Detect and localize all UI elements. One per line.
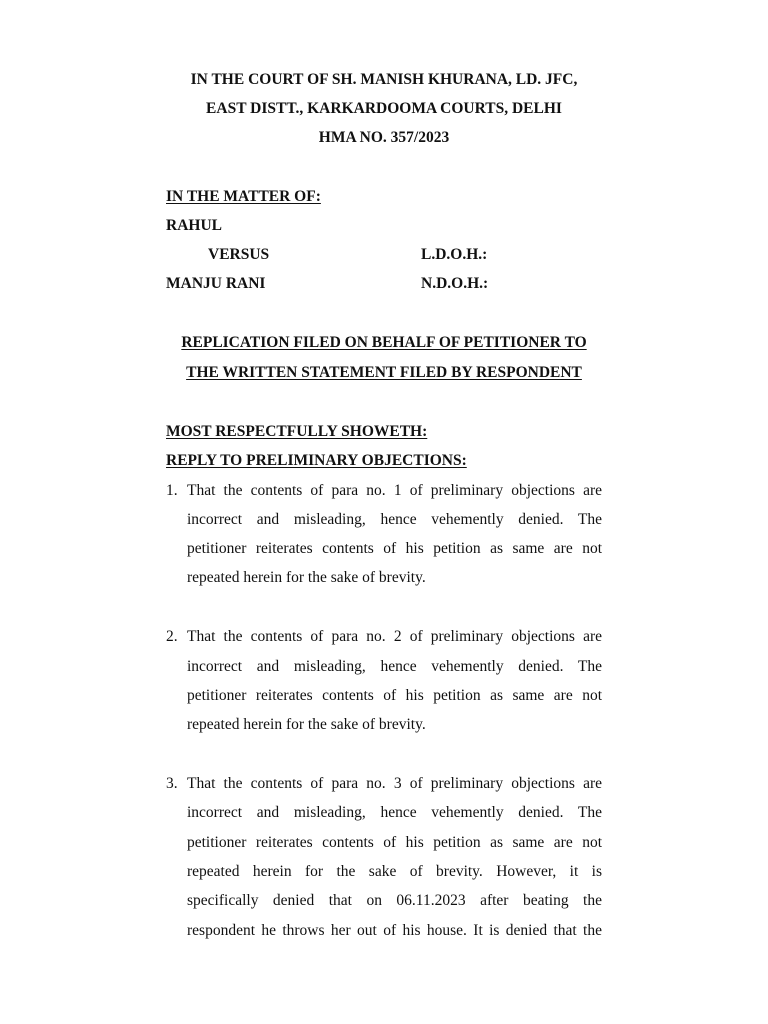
- court-header-line1: IN THE COURT OF SH. MANISH KHURANA, LD. JFC,: [190, 71, 578, 88]
- document-title-line1: REPLICATION FILED ON BEHALF OF PETITIONER TO: [181, 334, 587, 351]
- para-1-number: 1.: [166, 482, 178, 499]
- document-title-line2: THE WRITTEN STATEMENT FILED BY RESPONDENT: [186, 364, 582, 381]
- para-2-line: repeated herein for the sake of brevity.: [187, 716, 426, 733]
- para-1-line: repeated herein for the sake of brevity.: [187, 569, 426, 586]
- para-1-line: That the contents of para no. 1 of preliminary objections are: [187, 482, 602, 499]
- para-3-number: 3.: [166, 775, 178, 792]
- petitioner-name: RAHUL: [166, 217, 222, 234]
- matter-heading: IN THE MATTER OF:: [166, 188, 321, 205]
- para-1-line: petitioner reiterates contents of his petition as same are not: [187, 540, 602, 557]
- case-number: HMA NO. 357/2023: [318, 129, 450, 146]
- para-3-line: petitioner reiterates contents of his petition as same are not: [187, 834, 602, 851]
- reply-heading: REPLY TO PRELIMINARY OBJECTIONS:: [166, 452, 467, 469]
- para-3-line: specifically denied that on 06.11.2023 after beating the: [187, 892, 602, 909]
- para-3-line: respondent he throws her out of his house. It is denied that the: [187, 922, 602, 939]
- para-3-line: That the contents of para no. 3 of preliminary objections are: [187, 775, 602, 792]
- versus-label: VERSUS: [208, 246, 270, 263]
- ldoh-label: L.D.O.H.:: [421, 246, 488, 263]
- respondent-name: MANJU RANI: [166, 275, 266, 292]
- ndoh-label: N.D.O.H.:: [421, 275, 489, 292]
- showeth-heading: MOST RESPECTFULLY SHOWETH:: [166, 423, 428, 440]
- para-3-line: repeated herein for the sake of brevity. However, it is: [187, 863, 602, 880]
- para-1-line: incorrect and misleading, hence vehemently denied. The: [187, 511, 602, 528]
- para-3-line: incorrect and misleading, hence vehemently denied. The: [187, 804, 602, 821]
- para-2-line: incorrect and misleading, hence vehemently denied. The: [187, 658, 602, 675]
- para-2-line: petitioner reiterates contents of his petition as same are not: [187, 687, 602, 704]
- para-2-line: That the contents of para no. 2 of preliminary objections are: [187, 628, 602, 645]
- para-2-number: 2.: [166, 628, 178, 645]
- court-header-line2: EAST DISTT., KARKARDOOMA COURTS, DELHI: [206, 100, 562, 117]
